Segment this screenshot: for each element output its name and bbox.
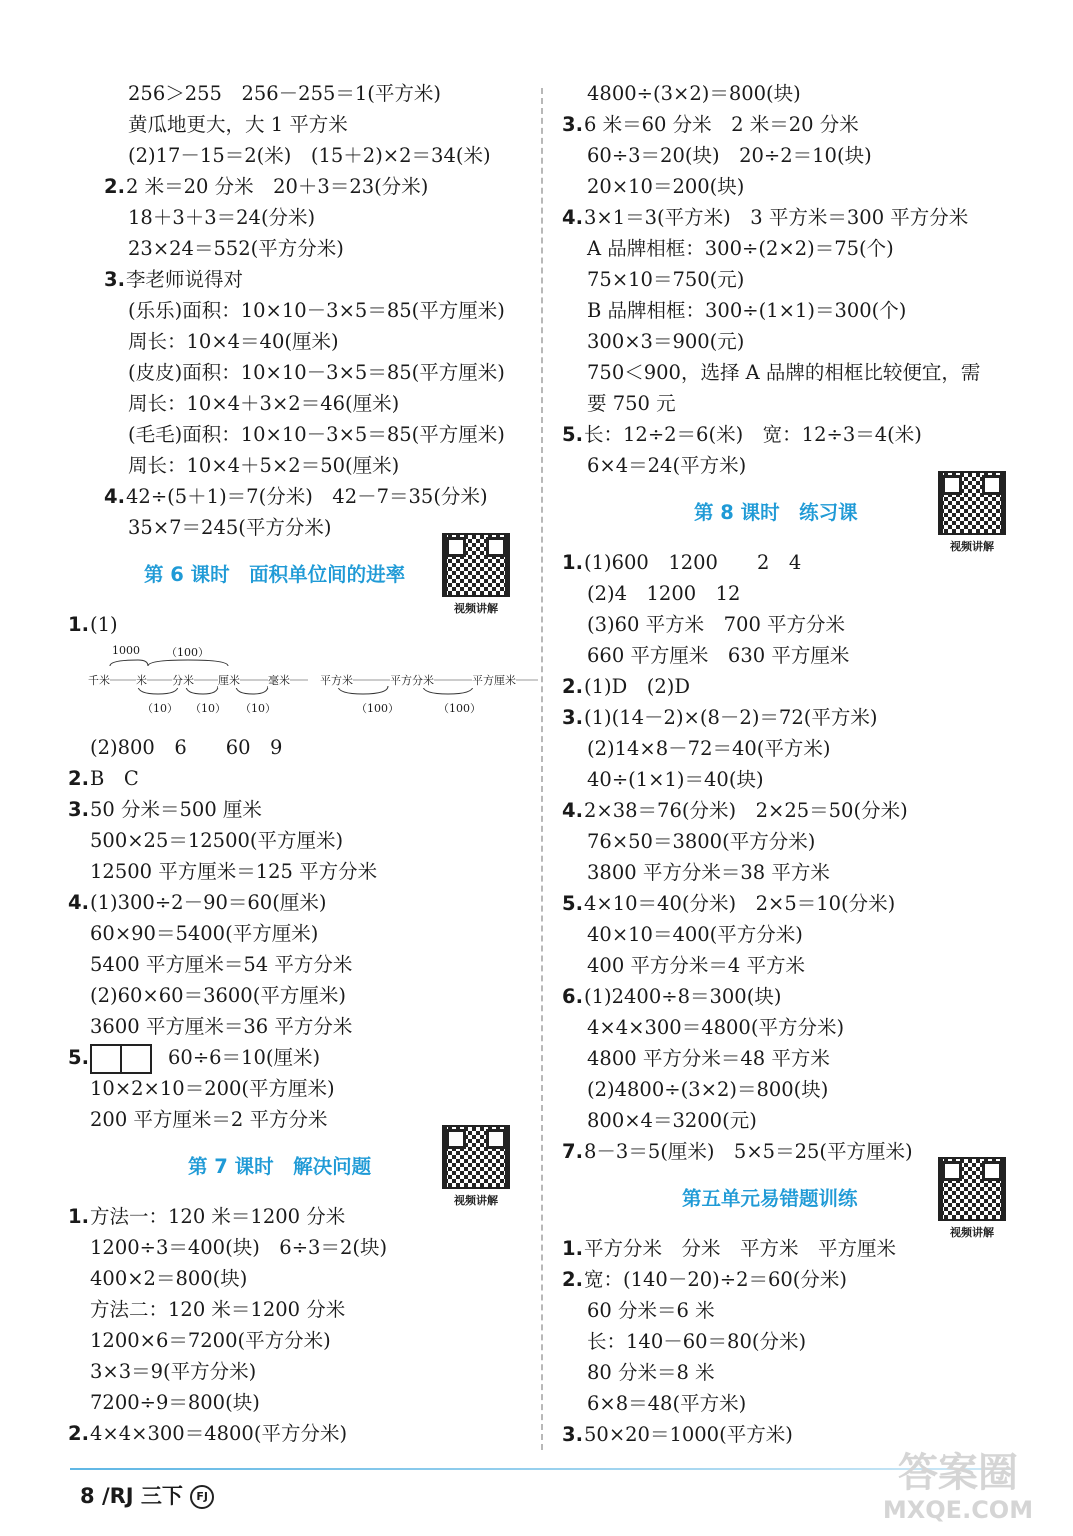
diagram-unit: 千米 <box>88 674 110 687</box>
answer-line: 60×90＝5400(平方厘米) <box>90 922 319 945</box>
answer-line: 18＋3＋3＝24(分米) <box>128 206 316 229</box>
question-number: 3. <box>562 706 583 729</box>
answer-line: 400 平方分米＝4 平方米 <box>587 954 806 977</box>
qr-caption: 视频讲解 <box>950 540 994 553</box>
answer-line: 6×8＝48(平方米) <box>587 1392 747 1415</box>
answer-line: (2)4800÷(3×2)＝800(块) <box>587 1078 829 1101</box>
unit-5-review-header <box>562 1167 1032 1239</box>
two-square-figure <box>90 1043 150 1075</box>
unit-conversion-diagram <box>68 640 538 732</box>
answer-line: 300×3＝900(元) <box>587 330 745 353</box>
qr-caption: 视频讲解 <box>454 602 498 615</box>
diagram-unit: 厘米 <box>218 674 240 687</box>
qr-code[interactable] <box>440 1125 512 1208</box>
answer-line: 6 米＝60 分米 2 米＝20 分米 <box>584 113 859 136</box>
diagram-label: （100） <box>166 646 209 659</box>
answer-line: 李老师说得对 <box>126 268 244 291</box>
answer-line: (2)4 1200 12 <box>587 582 741 605</box>
answer-line: 80 分米＝8 米 <box>587 1361 715 1384</box>
qr-code-icon <box>442 1125 510 1189</box>
question-number: 7. <box>562 1140 583 1163</box>
qr-code[interactable] <box>936 471 1008 554</box>
qr-code-icon <box>938 471 1006 535</box>
answer-line: (3)60 平方米 700 平方分米 <box>587 613 846 636</box>
answer-line: 平方分米 分米 平方米 平方厘米 <box>584 1237 897 1260</box>
question-number: 2. <box>562 675 583 698</box>
answer-line: 60÷3＝20(块) 20÷2＝10(块) <box>587 144 872 167</box>
question-number: 1. <box>68 613 89 636</box>
answer-line: A 品牌相框：300÷(2×2)＝75(个) <box>587 237 894 260</box>
diagram-unit: 米 <box>136 674 147 687</box>
question-number: 3. <box>562 1423 583 1446</box>
answer-line: 40÷(1×1)＝40(块) <box>587 768 764 791</box>
answer-line: 黄瓜地更大，大 1 平方米 <box>128 113 348 136</box>
question-number: 5. <box>562 892 583 915</box>
question-number: 2. <box>68 1422 89 1445</box>
question-number: 4. <box>68 891 89 914</box>
answer-line: 8－3＝5(厘米) 5×5＝25(平方厘米) <box>584 1140 913 1163</box>
question-number: 5. <box>68 1046 89 1069</box>
answer-line: 200 平方厘米＝2 平方分米 <box>90 1108 328 1131</box>
section-title: 第 6 课时 面积单位间的进率 <box>144 563 406 586</box>
answer-line: 42÷(5＋1)＝7(分米) 42－7＝35(分米) <box>126 485 488 508</box>
answer-line: 3800 平方分米＝38 平方米 <box>587 861 830 884</box>
question-number: 4. <box>562 206 583 229</box>
edition-badge: FJ <box>190 1485 214 1509</box>
answer-line: (1)600 1200 2 4 <box>584 551 802 574</box>
answer-line: 3600 平方厘米＝36 平方分米 <box>90 1015 353 1038</box>
left-column <box>68 78 538 1449</box>
answer-line: 10×2×10＝200(平方厘米) <box>90 1077 335 1100</box>
question-number: 3. <box>68 798 89 821</box>
question-number: 4. <box>104 485 125 508</box>
answer-line: (毛毛)面积：10×10－3×5＝85(平方厘米) <box>128 423 505 446</box>
answer-line: 7200÷9＝800(块) <box>90 1391 260 1414</box>
answer-line: 660 平方厘米 630 平方厘米 <box>587 644 850 667</box>
section-title: 第 8 课时 练习课 <box>694 501 858 524</box>
question-number: 6. <box>562 985 583 1008</box>
answer-line: (2)800 6 60 9 <box>90 736 283 759</box>
question-number: 4. <box>562 799 583 822</box>
question-number: 1. <box>562 551 583 574</box>
question-number: 2. <box>562 1268 583 1291</box>
answer-line: 方法二：120 米＝1200 分米 <box>90 1298 346 1321</box>
answer-line: 23×24＝552(平方分米) <box>128 237 344 260</box>
answer-line: 76×50＝3800(平方分米) <box>587 830 816 853</box>
answer-line: 75×10＝750(元) <box>587 268 745 291</box>
diagram-rate: （100） <box>356 702 399 715</box>
question-number: 2. <box>104 175 125 198</box>
answer-line: 周长：10×4＝40(厘米) <box>128 330 339 353</box>
answer-line: 1200×6＝7200(平方分米) <box>90 1329 331 1352</box>
diagram-rate: （10） <box>190 702 226 715</box>
answer-line: 500×25＝12500(平方厘米) <box>90 829 344 852</box>
diagram-unit: 分米 <box>172 674 194 687</box>
section-title: 第五单元易错题训练 <box>682 1187 858 1210</box>
answer-line: 长：140－60＝80(分米) <box>587 1330 807 1353</box>
answer-line: 4×10＝40(分米) 2×5＝10(分米) <box>584 892 896 915</box>
answer-line: (1)D (2)D <box>584 675 691 698</box>
diagram-rate: （10） <box>142 702 178 715</box>
answer-line: (1)2400÷8＝300(块) <box>584 985 782 1008</box>
answer-line: (乐乐)面积：10×10－3×5＝85(平方厘米) <box>128 299 505 322</box>
question-number: 3. <box>562 113 583 136</box>
answer-line: 35×7＝245(平方分米) <box>128 516 332 539</box>
question-number: 5. <box>562 423 583 446</box>
answer-line: 宽：(140－20)÷2＝60(分米) <box>584 1268 848 1291</box>
question-number: 2. <box>68 767 89 790</box>
answer-line: (1)300÷2－90＝60(厘米) <box>90 891 327 914</box>
column-divider <box>541 88 543 1450</box>
answer-line: 方法一：120 米＝1200 分米 <box>90 1205 346 1228</box>
lesson-7-header <box>68 1135 538 1207</box>
watermark-text: 答案圈 <box>898 1450 1018 1496</box>
qr-code[interactable] <box>936 1157 1008 1240</box>
footer-rule <box>70 1468 1013 1470</box>
answer-line: 4×4×300＝4800(平方分米) <box>90 1422 348 1445</box>
qr-caption: 视频讲解 <box>950 1226 994 1239</box>
answer-line: 周长：10×4＋5×2＝50(厘米) <box>128 454 400 477</box>
watermark <box>873 1450 1043 1532</box>
diagram-unit: 平方米 <box>320 674 353 687</box>
qr-code-icon <box>938 1157 1006 1221</box>
lesson-8-header <box>562 481 1032 553</box>
diagram-unit: 平方分米 <box>390 674 434 687</box>
answer-line: 4800÷(3×2)＝800(块) <box>587 82 801 105</box>
watermark-url: MXQE.COM <box>882 1496 1034 1524</box>
right-column <box>562 78 1032 1450</box>
diagram-unit: 毫米 <box>268 674 290 687</box>
lesson-6-header <box>68 543 538 615</box>
answer-line: B C <box>90 767 139 790</box>
answer-line: 5400 平方厘米＝54 平方分米 <box>90 953 353 976</box>
answer-line: 20×10＝200(块) <box>587 175 745 198</box>
page-footer <box>80 1480 214 1510</box>
book-label: /RJ 三下 <box>101 1484 183 1508</box>
answer-line: 4800 平方分米＝48 平方米 <box>587 1047 830 1070</box>
answer-line: 750＜900，选择 A 品牌的相框比较便宜，需 <box>587 361 981 384</box>
qr-code-icon <box>442 533 510 597</box>
answer-line: (1)(14－2)×(8－2)＝72(平方米) <box>584 706 878 729</box>
answer-line: B 品牌相框：300÷(1×1)＝300(个) <box>587 299 907 322</box>
diagram-rate: （100） <box>438 702 481 715</box>
answer-line: 256＞255 256－255＝1(平方米) <box>128 82 441 105</box>
answer-line: (2)17－15＝2(米) (15＋2)×2＝34(米) <box>128 144 491 167</box>
answer-line: 800×4＝3200(元) <box>587 1109 757 1132</box>
question-number: 3. <box>104 268 125 291</box>
answer-line: 长：12÷2＝6(米) 宽：12÷3＝4(米) <box>584 423 922 446</box>
qr-caption: 视频讲解 <box>454 1194 498 1207</box>
answer-line: (皮皮)面积：10×10－3×5＝85(平方厘米) <box>128 361 505 384</box>
section-title: 第 7 课时 解决问题 <box>188 1155 372 1178</box>
answer-line: 2×38＝76(分米) 2×25＝50(分米) <box>584 799 908 822</box>
answer-line: 周长：10×4＋3×2＝46(厘米) <box>128 392 400 415</box>
answer-line: 1200÷3＝400(块) 6÷3＝2(块) <box>90 1236 388 1259</box>
diagram-label: 1000 <box>112 644 140 657</box>
answer-line: 2 米＝20 分米 20＋3＝23(分米) <box>126 175 429 198</box>
answer-line: 400×2＝800(块) <box>90 1267 248 1290</box>
answer-line: 3×3＝9(平方分米) <box>90 1360 257 1383</box>
answer-line: 50×20＝1000(平方米) <box>584 1423 793 1446</box>
answer-line: 6×4＝24(平方米) <box>587 454 747 477</box>
answer-line: 40×10＝400(平方分米) <box>587 923 803 946</box>
qr-code[interactable] <box>440 533 512 616</box>
answer-line: 50 分米＝500 厘米 <box>90 798 262 821</box>
answer-line: (2)60×60＝3600(平方厘米) <box>90 984 346 1007</box>
question-number: 1. <box>562 1237 583 1260</box>
answer-line: (2)14×8－72＝40(平方米) <box>587 737 831 760</box>
answer-line: 60 分米＝6 米 <box>587 1299 715 1322</box>
diagram-unit: 平方厘米 <box>472 674 516 687</box>
answer-line: 4×4×300＝4800(平方分米) <box>587 1016 845 1039</box>
answer-line: 60÷6＝10(厘米) <box>168 1046 321 1069</box>
answer-line: 3×1＝3(平方米) 3 平方米＝300 平方分米 <box>584 206 969 229</box>
question-number: 1. <box>68 1205 89 1228</box>
answer-line: 要 750 元 <box>587 392 676 415</box>
answer-line: (1) <box>90 613 118 636</box>
diagram-rate: （10） <box>240 702 276 715</box>
page-number: 8 <box>80 1484 95 1508</box>
answer-line: 12500 平方厘米＝125 平方分米 <box>90 860 378 883</box>
